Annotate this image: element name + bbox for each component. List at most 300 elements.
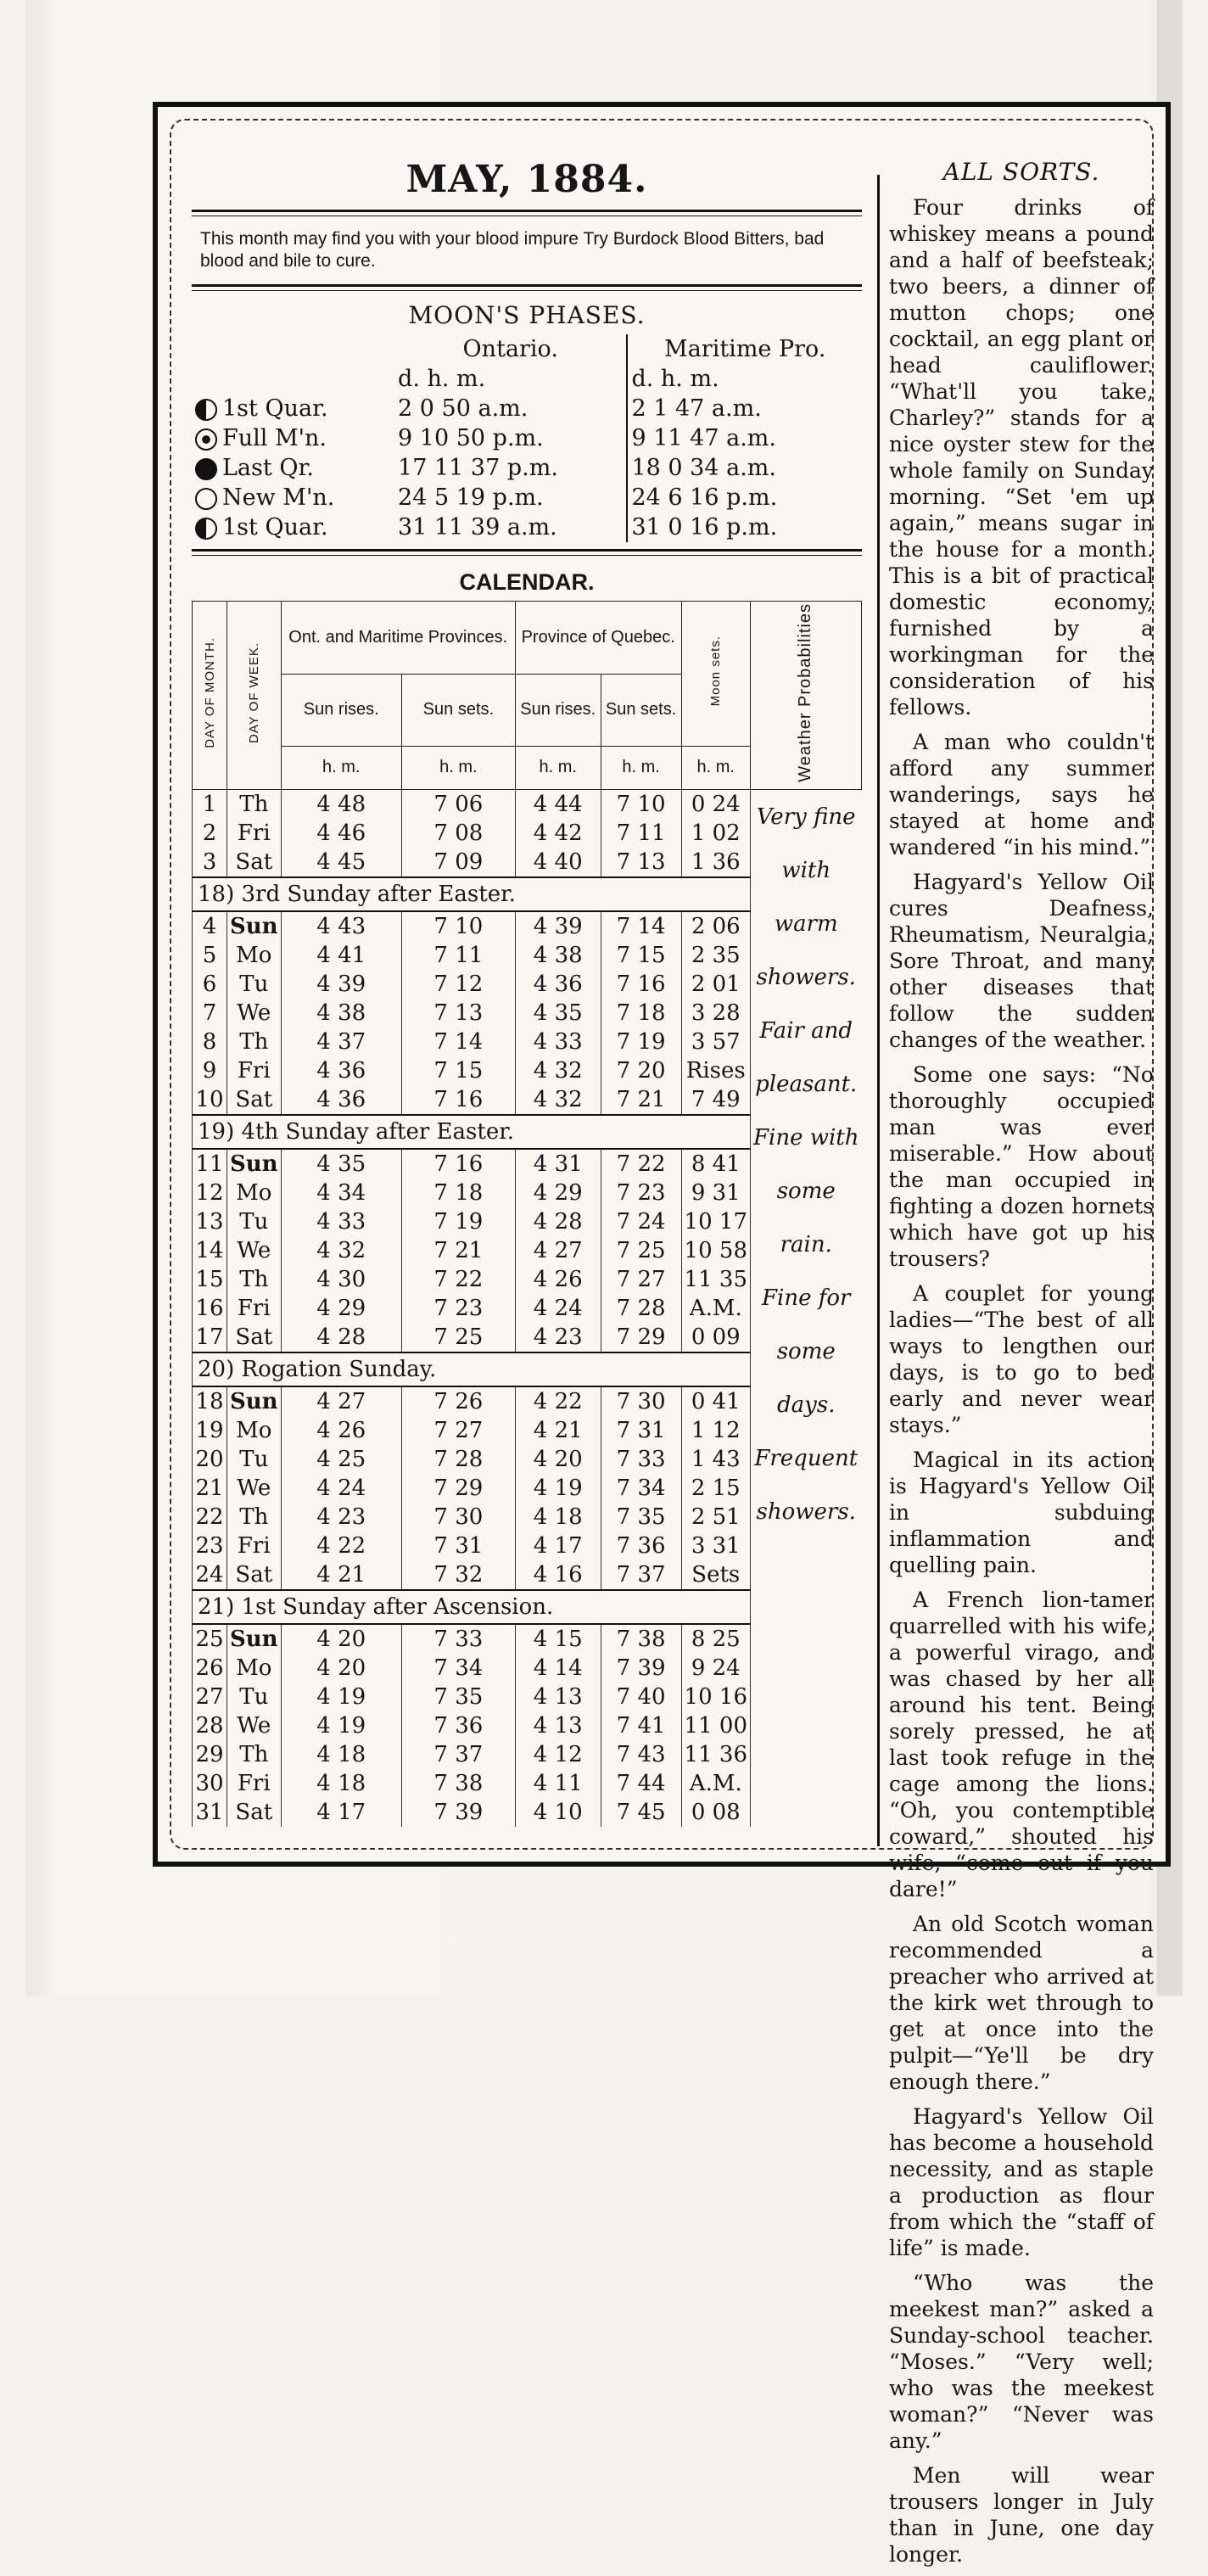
ontario-maritime-header: Ont. and Maritime Provinces. [281, 602, 515, 675]
day-number: 29 [193, 1740, 227, 1769]
weekday: Sun [227, 1386, 282, 1416]
ont-sun-rises: 4 41 [281, 941, 401, 970]
que-sun-sets: 7 15 [601, 941, 681, 970]
ont-sun-sets: 7 27 [401, 1416, 515, 1445]
ont-sun-sets: 7 25 [401, 1323, 515, 1352]
day-number: 27 [193, 1683, 227, 1711]
weather-line: with [781, 857, 831, 883]
moon-sets: 1 02 [681, 819, 750, 848]
hm-header: h. m. [601, 747, 681, 790]
weekday: We [227, 1236, 282, 1265]
week-heading: 19) 4th Sunday after Easter. [193, 1115, 751, 1149]
weekday: Th [227, 789, 282, 819]
weekday: Sat [227, 1798, 282, 1827]
weather-line: pleasant. [755, 1071, 858, 1097]
all-sorts-paragraph: Men will wear trousers longer in July than in June, one day longer. [889, 2463, 1154, 2567]
moon-sets: Rises [681, 1056, 750, 1085]
hm-header: h. m. [681, 747, 750, 790]
weather-probabilities [750, 789, 861, 1827]
ont-sun-sets: 7 19 [401, 1207, 515, 1236]
day-number: 25 [193, 1624, 227, 1654]
almanac-page [25, 0, 1183, 2567]
first-quarter-moon-icon [195, 518, 217, 540]
day-number: 19 [193, 1416, 227, 1445]
ont-sun-rises: 4 30 [281, 1265, 401, 1294]
day-number: 7 [193, 999, 227, 1028]
ont-sun-rises: 4 33 [281, 1207, 401, 1236]
moon-sets: 8 41 [681, 1149, 750, 1179]
phase-name: 1st Quar. [222, 395, 328, 422]
moon-sets: A.M. [681, 1769, 750, 1798]
ont-sun-rises: 4 29 [281, 1294, 401, 1323]
right-column [889, 154, 1154, 2576]
weekday: Sat [227, 1560, 282, 1590]
ont-sun-rises: 4 25 [281, 1445, 401, 1474]
que-sun-sets: 7 37 [601, 1560, 681, 1590]
weekday: We [227, 1711, 282, 1740]
que-sun-rises: 4 20 [515, 1445, 601, 1474]
ont-sun-sets: 7 16 [401, 1085, 515, 1115]
weekday: Mo [227, 1179, 282, 1207]
weekday: We [227, 1474, 282, 1503]
column-divider [877, 175, 880, 1846]
moon-sets: 1 43 [681, 1445, 750, 1474]
ont-sun-rises: 4 32 [281, 1236, 401, 1265]
que-sun-rises: 4 21 [515, 1416, 601, 1445]
que-sun-rises: 4 31 [515, 1149, 601, 1179]
moon-sets: 10 17 [681, 1207, 750, 1236]
ont-sun-sets: 7 38 [401, 1769, 515, 1798]
que-sun-sets: 7 11 [601, 819, 681, 848]
que-sun-sets: 7 29 [601, 1323, 681, 1352]
ont-sun-sets: 7 18 [401, 1179, 515, 1207]
phase-maritime: 24 6 16 p.m. [627, 483, 862, 512]
que-sun-sets: 7 36 [601, 1532, 681, 1560]
day-number: 21 [193, 1474, 227, 1503]
que-sun-sets: 7 35 [601, 1503, 681, 1532]
day-number: 31 [193, 1798, 227, 1827]
ont-sun-sets: 7 37 [401, 1740, 515, 1769]
ont-sun-rises: 4 48 [281, 789, 401, 819]
full-moon-icon [195, 428, 217, 451]
weather-line: showers. [756, 964, 856, 990]
weekday: Th [227, 1503, 282, 1532]
new-moon-icon [195, 488, 217, 510]
day-number: 18 [193, 1386, 227, 1416]
weekday: Tu [227, 970, 282, 999]
moon-phases-table [192, 334, 862, 542]
month-title: MAY, 1884. [405, 158, 648, 201]
ont-sun-rises: 4 28 [281, 1323, 401, 1352]
ont-sun-sets: 7 10 [401, 911, 515, 941]
moon-sets: 11 35 [681, 1265, 750, 1294]
day-number: 14 [193, 1236, 227, 1265]
ont-sun-rises: 4 38 [281, 999, 401, 1028]
ont-sun-rises: 4 46 [281, 819, 401, 848]
day-number: 12 [193, 1179, 227, 1207]
weather-line: rain. [780, 1231, 832, 1257]
day-number: 23 [193, 1532, 227, 1560]
weather-line: showers. [756, 1498, 856, 1525]
moon-sets: 2 06 [681, 911, 750, 941]
double-rule [192, 210, 862, 216]
ont-sun-sets: 7 15 [401, 1056, 515, 1085]
moon-phases-title: MOON'S PHASES. [408, 301, 646, 329]
weather-line: some [776, 1338, 836, 1364]
weather-line: Fine for [762, 1285, 851, 1311]
moon-sets: 1 36 [681, 848, 750, 877]
day-number: 2 [193, 819, 227, 848]
weekday: Sat [227, 1323, 282, 1352]
day-number: 9 [193, 1056, 227, 1085]
ont-sun-rises: 4 26 [281, 1416, 401, 1445]
ont-sun-rises: 4 43 [281, 911, 401, 941]
ont-sun-rises: 4 22 [281, 1532, 401, 1560]
que-sun-rises: 4 18 [515, 1503, 601, 1532]
day-number: 15 [193, 1265, 227, 1294]
que-sun-rises: 4 27 [515, 1236, 601, 1265]
weekday: Fri [227, 1532, 282, 1560]
que-sun-sets: 7 45 [601, 1798, 681, 1827]
weather-line: Frequent [754, 1445, 858, 1471]
day-number: 5 [193, 941, 227, 970]
weekday: Fri [227, 1056, 282, 1085]
ont-sun-rises: 4 27 [281, 1386, 401, 1416]
week-heading: 21) 1st Sunday after Ascension. [193, 1590, 751, 1624]
ont-sun-sets: 7 23 [401, 1294, 515, 1323]
calendar-table [192, 601, 862, 1827]
day-number: 22 [193, 1503, 227, 1532]
weekday: Th [227, 1265, 282, 1294]
phase-name: 1st Quar. [222, 514, 328, 540]
ont-sun-rises: 4 20 [281, 1654, 401, 1683]
weekday: Sun [227, 911, 282, 941]
phase-ontario: 17 11 37 p.m. [398, 455, 558, 481]
all-sorts-paragraph: An old Scotch woman recommended a preacher who arrived at the kirk wet through to get at once into the pulpit—“Ye'll be dry enough there.” [889, 1912, 1154, 2094]
hm-header: h. m. [281, 747, 401, 790]
calendar-day-row [193, 789, 862, 819]
que-sun-rises: 4 40 [515, 848, 601, 877]
day-number: 26 [193, 1654, 227, 1683]
que-sun-sets: 7 44 [601, 1769, 681, 1798]
que-sun-sets: 7 40 [601, 1683, 681, 1711]
moon-sets: 2 51 [681, 1503, 750, 1532]
moon-sets: 10 58 [681, 1236, 750, 1265]
hm-header: h. m. [515, 747, 601, 790]
que-sun-sets: 7 30 [601, 1386, 681, 1416]
weekday: Sun [227, 1149, 282, 1179]
day-number: 1 [193, 789, 227, 819]
que-sun-sets: 7 25 [601, 1236, 681, 1265]
quebec-header: Province of Quebec. [515, 602, 681, 675]
ont-sun-rises: 4 17 [281, 1798, 401, 1827]
moon-sets: 8 25 [681, 1624, 750, 1654]
ont-sun-rises: 4 19 [281, 1683, 401, 1711]
que-sun-sets: 7 22 [601, 1149, 681, 1179]
moon-sets: 3 57 [681, 1028, 750, 1056]
que-sun-sets: 7 16 [601, 970, 681, 999]
ont-sun-rises: 4 23 [281, 1503, 401, 1532]
ont-sun-sets: 7 12 [401, 970, 515, 999]
moon-sets: 1 12 [681, 1416, 750, 1445]
day-number: 11 [193, 1149, 227, 1179]
que-sun-rises: 4 44 [515, 789, 601, 819]
ont-sun-rises: 4 39 [281, 970, 401, 999]
weekday: We [227, 999, 282, 1028]
moon-sets: 11 00 [681, 1711, 750, 1740]
ont-sun-sets: 7 21 [401, 1236, 515, 1265]
que-sun-sets: 7 33 [601, 1445, 681, 1474]
weekday: Sat [227, 1085, 282, 1115]
phase-maritime: 18 0 34 a.m. [627, 453, 862, 483]
moon-sets: 11 36 [681, 1740, 750, 1769]
que-sun-rises: 4 13 [515, 1711, 601, 1740]
que-sun-sets: 7 38 [601, 1624, 681, 1654]
que-sun-rises: 4 16 [515, 1560, 601, 1590]
all-sorts-paragraph: A French lion-tamer quarrelled with his wife, a powerful virago, and was chased by her all around his tent. Being sorely pressed, he at last took refuge in the cage among the lions. “Oh, you contemptible coward,” shouted his wife, “come out if you dare!” [889, 1588, 1154, 1901]
que-sun-rises: 4 19 [515, 1474, 601, 1503]
ont-sun-rises: 4 18 [281, 1769, 401, 1798]
week-heading: 18) 3rd Sunday after Easter. [193, 877, 751, 911]
day-of-month-header: DAY OF MONTH. [202, 636, 217, 748]
sun-sets-header: Sun sets. [401, 674, 515, 747]
double-rule [192, 284, 862, 291]
ont-sun-rises: 4 34 [281, 1179, 401, 1207]
phase-name: New M'n. [222, 484, 335, 511]
ont-sun-sets: 7 13 [401, 999, 515, 1028]
weather-line: warm [774, 910, 838, 937]
que-sun-sets: 7 18 [601, 999, 681, 1028]
day-of-week-header: DAY OF WEEK. [246, 641, 261, 743]
all-sorts-paragraph: Hagyard's Yellow Oil cures Deafness, Rheumatism, Neuralgia, Sore Throat, and many other diseases that follow the sudden changes of the weather. [889, 870, 1154, 1052]
que-sun-sets: 7 28 [601, 1294, 681, 1323]
day-number: 17 [193, 1323, 227, 1352]
que-sun-sets: 7 21 [601, 1085, 681, 1115]
ont-sun-sets: 7 33 [401, 1624, 515, 1654]
ontario-header: Ontario. [462, 336, 558, 362]
weather-line: some [776, 1178, 836, 1204]
que-sun-sets: 7 34 [601, 1474, 681, 1503]
que-sun-rises: 4 10 [515, 1798, 601, 1827]
week-heading: 20) Rogation Sunday. [193, 1352, 751, 1386]
que-sun-sets: 7 24 [601, 1207, 681, 1236]
moon-sets: 2 35 [681, 941, 750, 970]
ont-sun-sets: 7 30 [401, 1503, 515, 1532]
ont-sun-sets: 7 29 [401, 1474, 515, 1503]
ont-sun-rises: 4 21 [281, 1560, 401, 1590]
que-sun-sets: 7 23 [601, 1179, 681, 1207]
all-sorts-paragraph: Some one says: “No thoroughly occupied man was ever miserable.” How about the man occupied in fighting a dozen hornets which have got up his trousers? [889, 1062, 1154, 1271]
weather-header: Weather Probabilities [796, 603, 815, 782]
que-sun-sets: 7 19 [601, 1028, 681, 1056]
weekday: Fri [227, 1769, 282, 1798]
day-number: 28 [193, 1711, 227, 1740]
moon-sets: 0 41 [681, 1386, 750, 1416]
calendar-title: CALENDAR. [459, 569, 595, 595]
que-sun-rises: 4 22 [515, 1386, 601, 1416]
que-sun-rises: 4 24 [515, 1294, 601, 1323]
que-sun-sets: 7 10 [601, 789, 681, 819]
moon-sets: 0 09 [681, 1323, 750, 1352]
double-rule [192, 549, 862, 556]
moon-sets: 0 08 [681, 1798, 750, 1827]
que-sun-sets: 7 43 [601, 1740, 681, 1769]
moon-sets: 3 28 [681, 999, 750, 1028]
all-sorts-paragraph: Hagyard's Yellow Oil has become a household necessity, and as staple a production as flour from which the “staff of life” is made. [889, 2104, 1154, 2260]
ont-sun-sets: 7 14 [401, 1028, 515, 1056]
weekday: Fri [227, 1294, 282, 1323]
que-sun-rises: 4 39 [515, 911, 601, 941]
que-sun-rises: 4 12 [515, 1740, 601, 1769]
ont-sun-rises: 4 36 [281, 1085, 401, 1115]
moon-sets: 7 49 [681, 1085, 750, 1115]
phase-maritime: 9 11 47 a.m. [627, 423, 862, 453]
weekday: Tu [227, 1683, 282, 1711]
weekday: Mo [227, 1416, 282, 1445]
que-sun-rises: 4 28 [515, 1207, 601, 1236]
que-sun-rises: 4 35 [515, 999, 601, 1028]
ont-sun-sets: 7 28 [401, 1445, 515, 1474]
ont-sun-rises: 4 35 [281, 1149, 401, 1179]
weather-line: Fine with [752, 1124, 859, 1151]
ont-sun-rises: 4 45 [281, 848, 401, 877]
weekday: Tu [227, 1207, 282, 1236]
moon-sets: A.M. [681, 1294, 750, 1323]
que-sun-rises: 4 32 [515, 1056, 601, 1085]
que-sun-sets: 7 27 [601, 1265, 681, 1294]
moon-sets: 2 15 [681, 1474, 750, 1503]
all-sorts-paragraph: Magical in its action is Hagyard's Yellow Oil in subduing inflammation and quelling pain. [889, 1448, 1154, 1577]
ont-sun-sets: 7 11 [401, 941, 515, 970]
weather-line: Very fine [756, 804, 856, 830]
weekday: Mo [227, 941, 282, 970]
units-ontario: d. h. m. [398, 366, 486, 392]
moon-sets-header: Moon sets. [708, 636, 724, 707]
ont-sun-sets: 7 39 [401, 1798, 515, 1827]
all-sorts-paragraphs [889, 194, 1154, 2568]
ont-sun-rises: 4 24 [281, 1474, 401, 1503]
ont-sun-rises: 4 19 [281, 1711, 401, 1740]
last-quarter-moon-icon [195, 458, 217, 480]
que-sun-sets: 7 20 [601, 1056, 681, 1085]
phase-name: Full M'n. [222, 425, 327, 451]
ont-sun-sets: 7 16 [401, 1149, 515, 1179]
day-number: 10 [193, 1085, 227, 1115]
ont-sun-sets: 7 26 [401, 1386, 515, 1416]
moon-sets: 9 24 [681, 1654, 750, 1683]
notice-text: This month may find you with your blood impure Try Burdock Blood Bitters, bad blood and bile to cure. [200, 229, 825, 271]
ont-sun-sets: 7 32 [401, 1560, 515, 1590]
ont-sun-sets: 7 06 [401, 789, 515, 819]
all-sorts-paragraph: A couplet for young ladies—“The best of all ways to lengthen our days, is to go to bed early and never wear stays.” [889, 1281, 1154, 1437]
sun-rises-header: Sun rises. [281, 674, 401, 747]
day-number: 4 [193, 911, 227, 941]
day-number: 8 [193, 1028, 227, 1056]
moon-phase-row [192, 423, 862, 453]
que-sun-sets: 7 13 [601, 848, 681, 877]
que-sun-rises: 4 29 [515, 1179, 601, 1207]
weekday: Fri [227, 819, 282, 848]
que-sun-rises: 4 26 [515, 1265, 601, 1294]
weekday: Sun [227, 1624, 282, 1654]
phase-ontario: 24 5 19 p.m. [398, 484, 544, 511]
que-sun-rises: 4 38 [515, 941, 601, 970]
weather-line: days. [777, 1392, 836, 1418]
que-sun-rises: 4 32 [515, 1085, 601, 1115]
phase-ontario: 9 10 50 p.m. [398, 425, 544, 451]
ont-sun-sets: 7 08 [401, 819, 515, 848]
maritime-header: Maritime Pro. [627, 334, 862, 364]
ont-sun-rises: 4 36 [281, 1056, 401, 1085]
sun-rises-header: Sun rises. [515, 674, 601, 747]
que-sun-rises: 4 33 [515, 1028, 601, 1056]
phase-ontario: 2 0 50 a.m. [398, 395, 528, 422]
ont-sun-sets: 7 31 [401, 1532, 515, 1560]
ont-sun-sets: 7 35 [401, 1683, 515, 1711]
moon-phase-row [192, 394, 862, 423]
moon-phase-row [192, 483, 862, 512]
moon-phase-row [192, 512, 862, 542]
ont-sun-sets: 7 36 [401, 1711, 515, 1740]
que-sun-sets: 7 31 [601, 1416, 681, 1445]
que-sun-sets: 7 41 [601, 1711, 681, 1740]
moon-sets: 3 31 [681, 1532, 750, 1560]
moon-sets: 2 01 [681, 970, 750, 999]
que-sun-rises: 4 15 [515, 1624, 601, 1654]
day-number: 13 [193, 1207, 227, 1236]
all-sorts-paragraph: Four drinks of whiskey means a pound and a half of beefsteak; two beers, a dinner of mutton chops; one cocktail, an egg plant or head cauliflower. “What'll you take, Charley?” stands for a nice oyster stew for the whole family on Sunday morning. “Set 'em up again,” means sugar in the house for a month. This is a bit of practical domestic economy, furnished by a workingman for the consideration of his fellows. [889, 195, 1154, 720]
hm-header: h. m. [401, 747, 515, 790]
que-sun-rises: 4 17 [515, 1532, 601, 1560]
day-number: 3 [193, 848, 227, 877]
moon-sets: 10 16 [681, 1683, 750, 1711]
sun-sets-header: Sun sets. [601, 674, 681, 747]
que-sun-rises: 4 36 [515, 970, 601, 999]
all-sorts-paragraph: A man who couldn't afford any summer wanderings, says he stayed at home and wandered “in his mind.” [889, 730, 1154, 860]
phase-ontario: 31 11 39 a.m. [398, 514, 557, 540]
weekday: Mo [227, 1654, 282, 1683]
ont-sun-rises: 4 20 [281, 1624, 401, 1654]
first-quarter-moon-icon [195, 399, 217, 421]
all-sorts-title: ALL SORTS. [942, 158, 1100, 186]
phase-name: Last Qr. [222, 455, 314, 481]
que-sun-rises: 4 14 [515, 1654, 601, 1683]
all-sorts-paragraph: “Who was the meekest man?” asked a Sunday-school teacher. “Moses.” “Very well; who was the meekest woman?” “Never was any.” [889, 2271, 1154, 2453]
que-sun-rises: 4 23 [515, 1323, 601, 1352]
que-sun-rises: 4 42 [515, 819, 601, 848]
weekday: Th [227, 1740, 282, 1769]
que-sun-sets: 7 14 [601, 911, 681, 941]
ont-sun-rises: 4 37 [281, 1028, 401, 1056]
moon-sets: Sets [681, 1560, 750, 1590]
units-maritime: d. h. m. [627, 364, 862, 394]
moon-phase-row [192, 453, 862, 483]
weekday: Sat [227, 848, 282, 877]
day-number: 30 [193, 1769, 227, 1798]
moon-sets: 0 24 [681, 789, 750, 819]
day-number: 20 [193, 1445, 227, 1474]
que-sun-sets: 7 39 [601, 1654, 681, 1683]
day-number: 16 [193, 1294, 227, 1323]
que-sun-rises: 4 13 [515, 1683, 601, 1711]
left-column [192, 141, 862, 1827]
moon-sets: 9 31 [681, 1179, 750, 1207]
phase-maritime: 31 0 16 p.m. [627, 512, 862, 542]
ont-sun-rises: 4 18 [281, 1740, 401, 1769]
weather-line: Fair and [759, 1017, 853, 1044]
day-number: 6 [193, 970, 227, 999]
page-frame [153, 102, 1171, 2567]
